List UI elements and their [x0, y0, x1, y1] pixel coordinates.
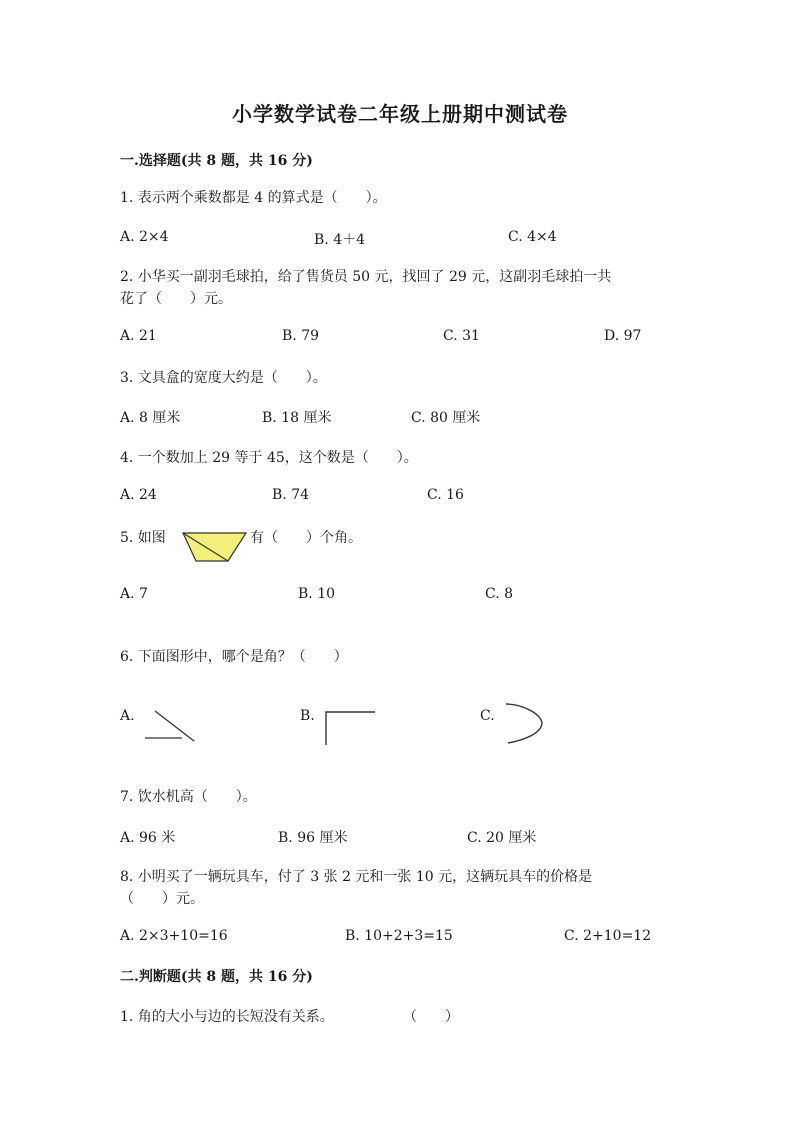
- q6-figure-b: [320, 708, 380, 748]
- question-2-line2: 花了（ ）元。: [120, 291, 232, 307]
- question-5-after: 有（ ）个角。: [250, 530, 362, 546]
- question-6: 6. 下面图形中，哪个是角？（ ）: [120, 649, 348, 665]
- q4-option-c: C. 16: [427, 487, 464, 503]
- question-7: 7. 饮水机高（ ）。: [120, 789, 257, 805]
- q1-option-b: B. 4＋4: [314, 232, 366, 248]
- question-8: [120, 866, 680, 910]
- q6-option-c: C.: [480, 708, 495, 724]
- q2-option-d: D. 97: [604, 328, 642, 344]
- section-heading-choice: 一.选择题(共 8 题，共 16 分): [120, 153, 313, 169]
- question-8-line2: （ ）元。: [120, 891, 204, 907]
- parallelogram-shape: [183, 533, 246, 561]
- q6-option-a: A.: [120, 708, 135, 724]
- q5-option-c: C. 8: [485, 586, 514, 602]
- question-4: 4. 一个数加上 29 等于 45，这个数是（ ）。: [120, 450, 418, 466]
- question-2-line1: 2. 小华买一副羽毛球拍，给了售货员 50 元，找回了 29 元，这副羽毛球拍一共: [120, 269, 612, 285]
- q7-option-b: B. 96 厘米: [278, 830, 348, 846]
- page-title: 小学数学试卷二年级上册期中测试卷: [232, 102, 568, 126]
- q6-c-curve: [506, 704, 542, 743]
- q7-option-c: C. 20 厘米: [467, 830, 537, 846]
- q2-option-c: C. 31: [443, 328, 480, 344]
- judge-question-1-paren: （ ）: [403, 1009, 459, 1025]
- parallelogram-figure: [180, 530, 248, 564]
- section-heading-judge: 二.判断题(共 8 题，共 16 分): [120, 969, 313, 985]
- q6-option-b: B.: [300, 708, 315, 724]
- question-3: 3. 文具盒的宽度大约是（ ）。: [120, 370, 327, 386]
- q7-option-a: A. 96 米: [120, 830, 176, 846]
- q6-a-line2: [155, 711, 194, 741]
- q5-option-b: B. 10: [298, 586, 336, 602]
- q2-option-a: A. 21: [120, 328, 157, 344]
- q3-option-b: B. 18 厘米: [262, 410, 332, 426]
- q1-option-c: C. 4×4: [508, 229, 557, 245]
- q5-option-a: A. 7: [120, 586, 148, 602]
- question-1: 1. 表示两个乘数都是 4 的算式是（ ）。: [120, 190, 387, 206]
- q8-option-b: B. 10+2+3=15: [345, 928, 453, 944]
- q8-option-a: A. 2×3+10=16: [120, 928, 228, 944]
- q4-option-a: A. 24: [120, 487, 157, 503]
- question-5-before: 5. 如图: [120, 530, 166, 546]
- q6-b-right-angle: [326, 712, 375, 745]
- q3-option-a: A. 8 厘米: [120, 410, 181, 426]
- question-2: [120, 266, 680, 310]
- q6-figure-c: [500, 700, 550, 746]
- q4-option-b: B. 74: [272, 487, 310, 503]
- q1-option-a: A. 2×4: [120, 229, 169, 245]
- q3-option-c: C. 80 厘米: [411, 410, 481, 426]
- q8-option-c: C. 2+10=12: [564, 928, 652, 944]
- judge-question-1: 1. 角的大小与边的长短没有关系。: [120, 1009, 334, 1025]
- q6-figure-a: [140, 708, 200, 744]
- question-8-line1: 8. 小明买了一辆玩具车，付了 3 张 2 元和一张 10 元，这辆玩具车的价格是: [120, 869, 593, 885]
- q2-option-b: B. 79: [282, 328, 320, 344]
